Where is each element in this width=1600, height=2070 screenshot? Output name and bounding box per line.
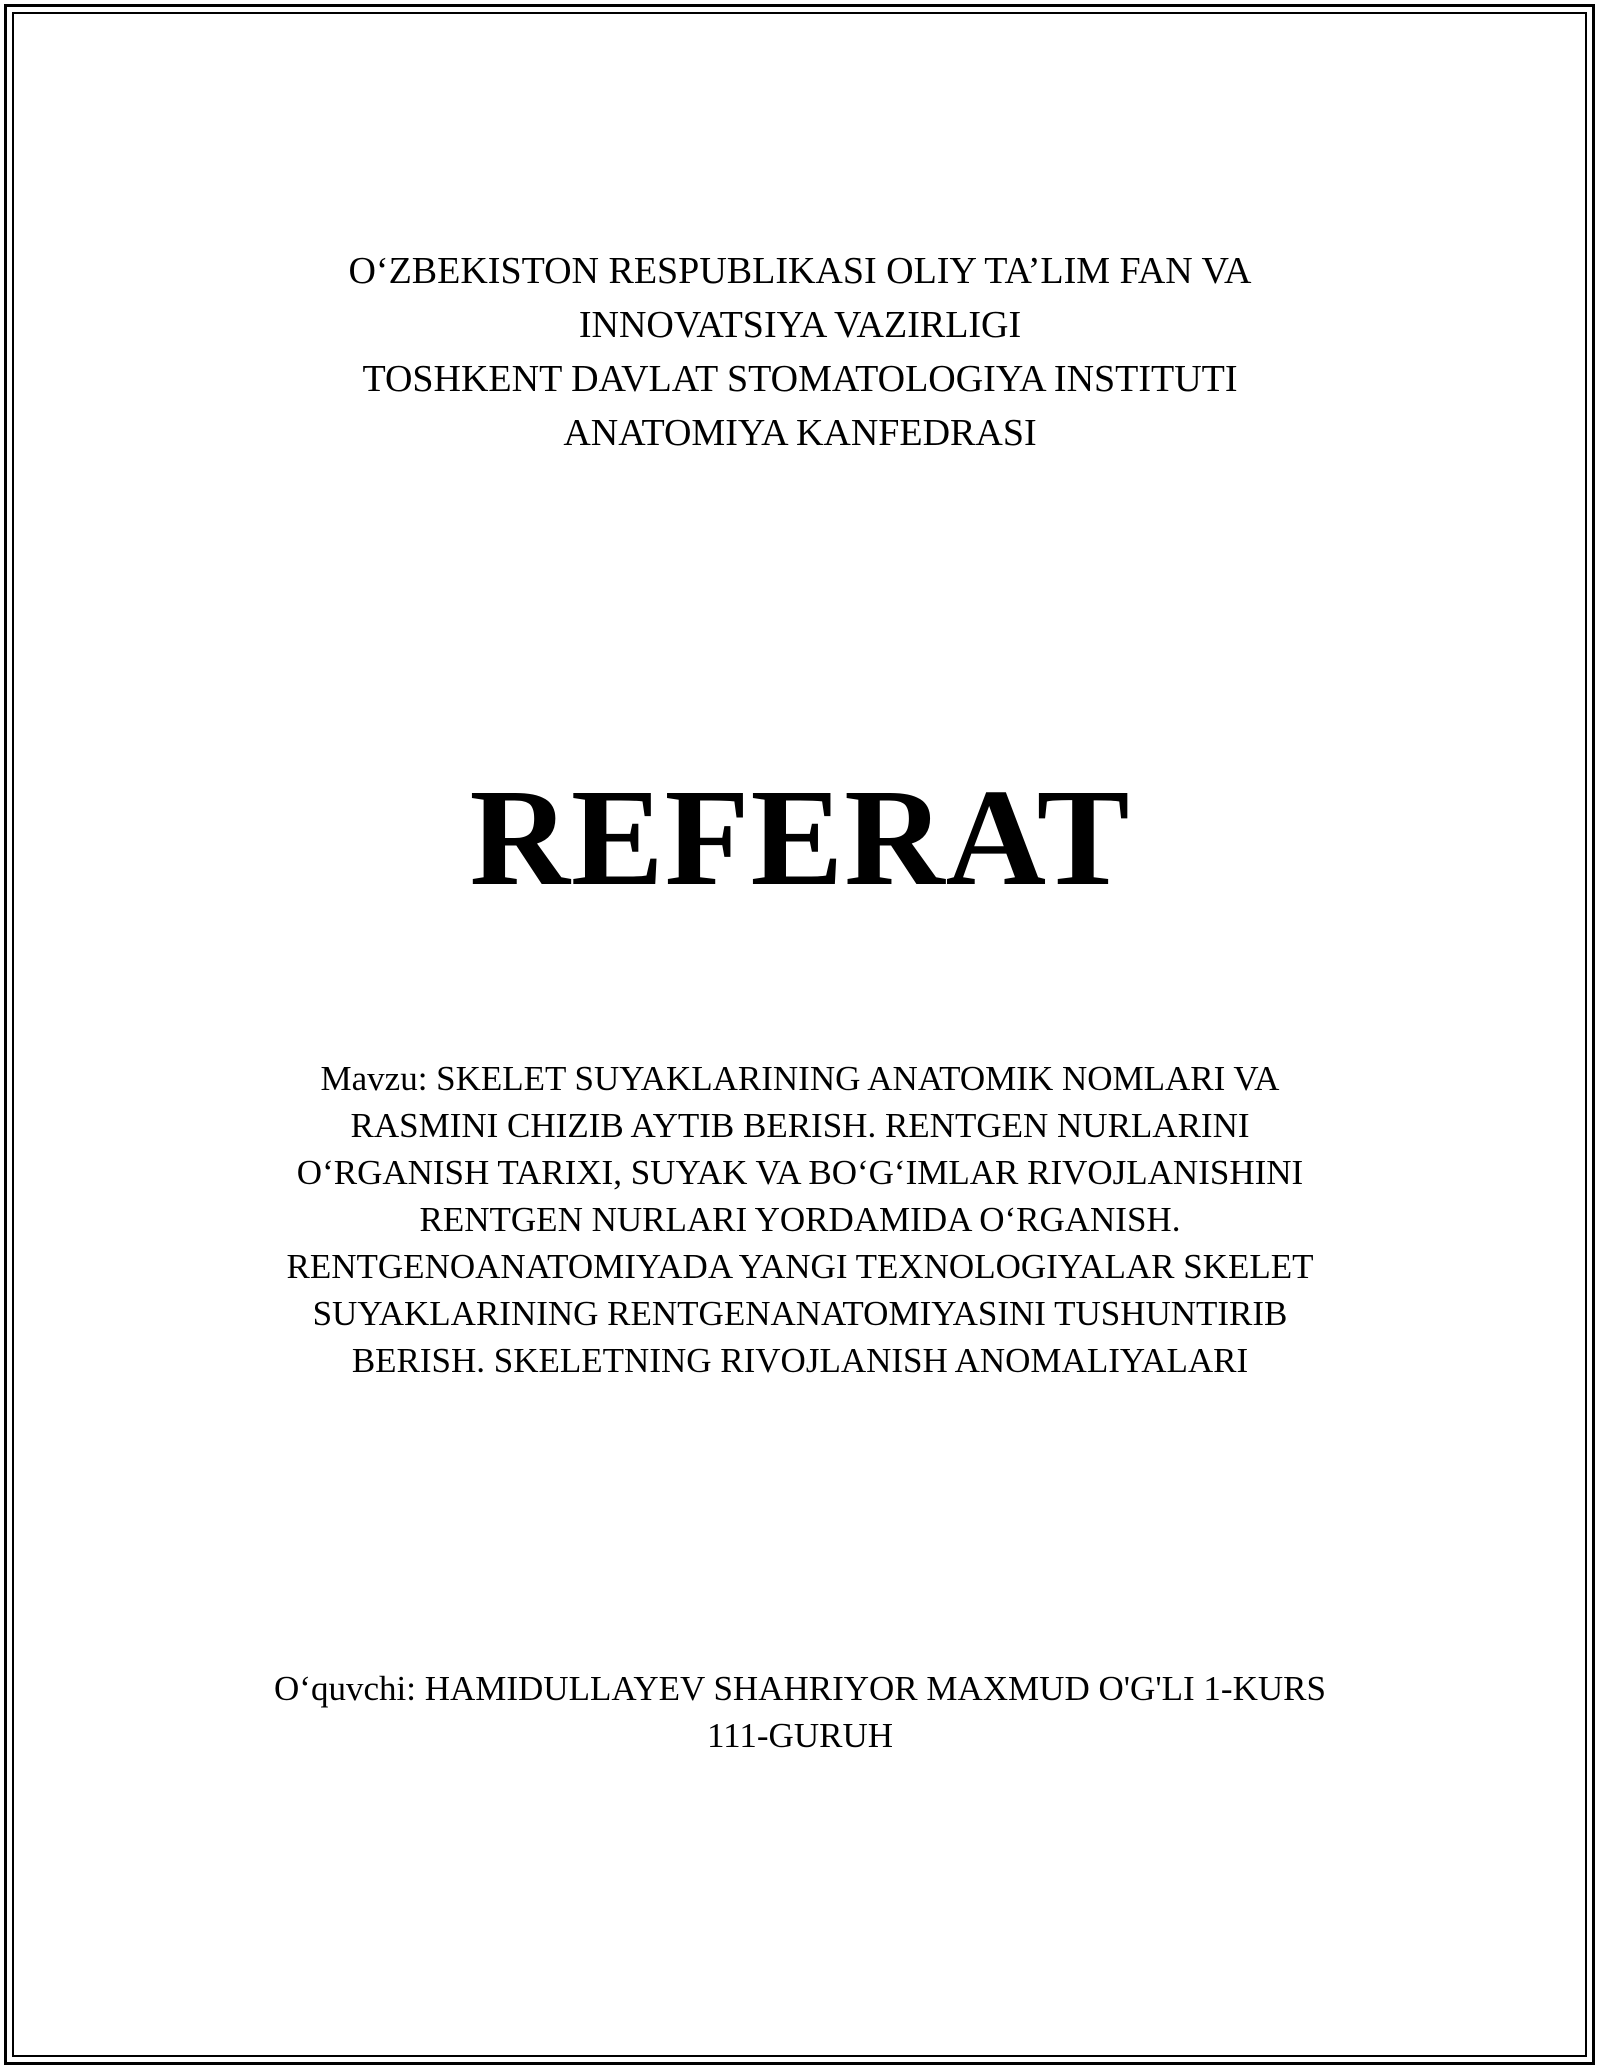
topic-line: BERISH. SKELETNING RIVOJLANISH ANOMALIYALARI — [351, 1341, 1249, 1380]
student-group-line: 111-GURUH — [706, 1716, 893, 1755]
topic-line: Mavzu: SKELET SUYAKLARINING ANATOMIK NOMLARI VA — [320, 1059, 1280, 1098]
header-line-institute: TOSHKENT DAVLAT STOMATOLOGIYA INSTITUTI — [362, 358, 1238, 400]
student-name-line: O‘quvchi: HAMIDULLAYEV SHAHRIYOR MAXMUD O'G'LI 1-KURS — [274, 1669, 1326, 1708]
student-info — [200, 1665, 1400, 1759]
institution-header — [200, 244, 1400, 460]
topic-line: RENTGEN NURLARI YORDAMIDA O‘RGANISH. — [419, 1200, 1181, 1239]
header-line-department: ANATOMIYA KANFEDRASI — [563, 412, 1037, 454]
header-line-ministry: O‘ZBEKISTON RESPUBLIKASI OLIY TA’LIM FAN VA — [348, 250, 1252, 292]
topic-line: SUYAKLARINING RENTGENANATOMIYASINI TUSHUNTIRIB — [312, 1294, 1288, 1333]
document-title: REFERAT — [469, 761, 1131, 915]
topic-line: RENTGENOANATOMIYADA YANGI TEXNOLOGIYALAR SKELET — [286, 1247, 1314, 1286]
header-line-ministry-cont: INNOVATSIYA VAZIRLIGI — [578, 304, 1022, 346]
topic-line: O‘RGANISH TARIXI, SUYAK VA BO‘G‘IMLAR RIVOJLANISHINI — [296, 1153, 1304, 1192]
topic-block — [240, 1055, 1360, 1384]
topic-line: RASMINI CHIZIB AYTIB BERISH. RENTGEN NURLARINI — [350, 1106, 1250, 1145]
